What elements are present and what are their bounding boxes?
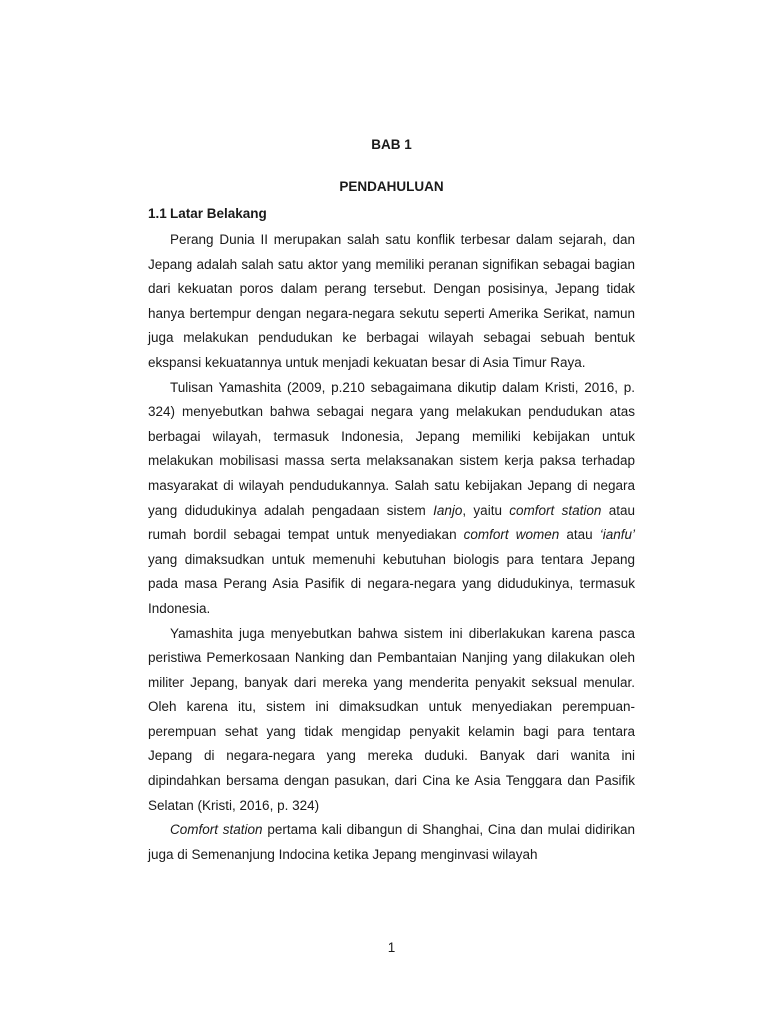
section-title: Latar Belakang — [170, 206, 267, 221]
section-number: 1.1 — [148, 206, 167, 221]
chapter-title: PENDAHULUAN — [339, 179, 444, 194]
body-text — [148, 228, 635, 867]
paragraph-text: yang dimaksudkan untuk memenuhi kebutuhan biologis para tentara Jepang pada masa Perang Asia Pasifik di negara-negara yang didudukinya, termasuk Indonesia. — [148, 551, 635, 616]
paragraph-text: pertama kali dibangun di Shanghai, Cina dan mulai didirikan juga di Semenanjung Indocina ketika Jepang menginvasi wilayah — [148, 822, 635, 862]
italic-term: comfort station — [509, 502, 602, 518]
paragraph-text: atau — [559, 527, 600, 543]
page-number: 1 — [387, 940, 396, 955]
italic-term: Comfort station — [170, 822, 263, 838]
paragraph-text: Perang Dunia II merupakan salah satu konflik terbesar dalam sejarah, dan Jepang adalah salah satu aktor yang memiliki peranan signifikan sebagai bagian dari kekuatan poros dalam perang tersebut. Dengan posisinya, Jepang tidak hanya bertempur dengan negara-negara sekutu seperti Amerika Serikat, namun juga melakukan pendudukan ke berbagai wilayah sebagai sebuah bentuk ekspansi kekuatannya untuk menjadi kekuatan besar di Asia Timur Raya. — [148, 232, 635, 370]
italic-term: Ianjo — [433, 502, 463, 518]
paragraph — [148, 228, 635, 376]
italic-term: ‘ianfu’ — [599, 527, 635, 543]
paragraph — [148, 622, 635, 819]
paragraph-text: Yamashita juga menyebutkan bahwa sistem ini diberlakukan karena pasca peristiwa Pemerkosaan Nanking dan Pembantaian Nanjing yang dilakukan oleh militer Jepang, banyak dari mereka yang menderita penyakit seksual menular. Oleh karena itu, sistem ini dimaksudkan untuk menyediakan perempuan-perempuan sehat yang tidak mengidap penyakit kelamin bagi para tentara Jepang di negara-negara yang mereka duduki. Banyak dari wanita ini dipindahkan bersama dengan pasukan, dari Cina ke Asia Tenggara dan Pasifik Selatan (Kristi, 2016, p. 324) — [148, 625, 635, 813]
paragraph — [148, 376, 635, 622]
paragraph-text: Tulisan Yamashita (2009, p.210 sebagaimana dikutip dalam Kristi, 2016, p. 324) menyebutkan bahwa sebagai negara yang melakukan pendudukan atas berbagai wilayah, termasuk Indonesia, Jepang memiliki kebijakan untuk melakukan mobilisasi massa serta melaksanakan sistem kerja paksa terhadap masyarakat di wilayah pendudukannya. Salah satu kebijakan Jepang di negara yang didudukinya adalah pengadaan sistem — [148, 379, 635, 518]
chapter-number: BAB 1 — [371, 137, 412, 152]
section-heading — [148, 206, 267, 221]
paragraph-text: atau rumah bordil sebagai tempat untuk menyediakan — [148, 502, 635, 543]
italic-term: comfort women — [463, 527, 560, 543]
paragraph — [148, 818, 635, 867]
paragraph-text: , yaitu — [462, 502, 510, 518]
